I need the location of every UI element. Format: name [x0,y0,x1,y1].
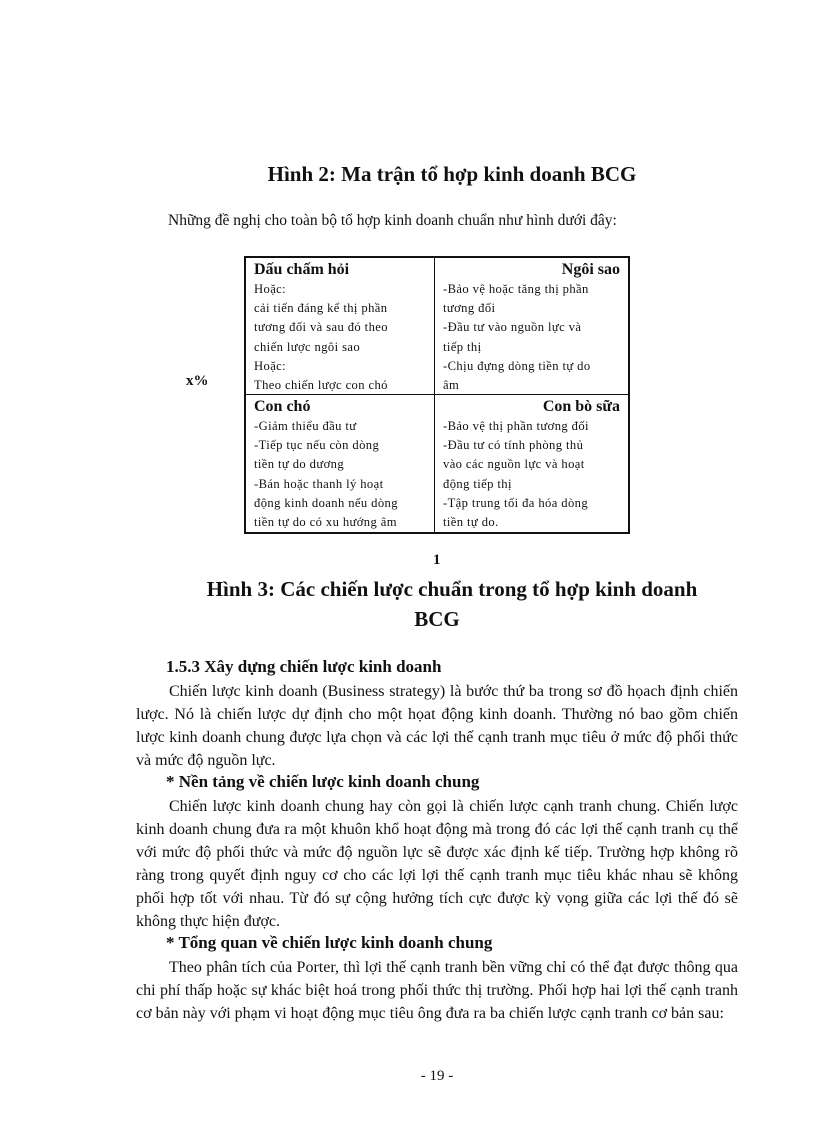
cell-line: tiếp thị [443,339,482,354]
cell-title-cash-cows: Con bò sữa [542,398,620,415]
cell-line: -Đầu tư vào nguồn lực và [443,320,582,335]
cell-line: động tiếp thị [443,476,512,491]
cell-title-dogs: Con chó [254,398,311,415]
page-number: - 19 - [420,1068,454,1084]
cell-line: -Bảo vệ hoặc tăng thị phần [443,282,589,296]
figure-3-title: Hình 3: Các chiến lược chuẩn trong tổ hợp kinh doanh [206,577,698,601]
matrix-cell-stars [435,258,628,395]
cell-line: tương đối [443,301,496,316]
matrix-axis-label: x% [186,373,209,389]
cell-line: -Tiếp tục nếu còn dòng [254,438,380,453]
matrix-cell-dogs [246,395,435,532]
cell-line: -Tập trung tối đa hóa dòng [443,495,589,510]
matrix-cell-cash-cows [435,395,628,532]
cell-line: -Đầu tư có tính phòng thủ [443,438,584,453]
figure-3-title-continued: BCG [414,607,460,631]
cell-title-question-marks: Dấu chấm hỏi [254,261,350,278]
bcg-matrix [244,256,630,534]
cell-line: -Bảo vệ thị phần tương đối [443,419,589,433]
cell-line: cải tiến đáng kể thị phần [254,301,388,316]
cell-line: động kinh doanh nếu dòng [254,495,398,510]
cell-line: vào các nguồn lực và hoạt [443,457,585,472]
intro-text: Những đề nghị cho toàn bộ tổ hợp kinh doanh chuẩn như hình dưới đây: [168,212,617,229]
cell-line: Hoặc: [254,358,287,373]
subheading-overview: * Tổng quan về chiến lược kinh doanh chung [166,933,493,952]
cell-line: -Chịu đựng dòng tiền tự do [443,358,591,373]
cell-line: tiền tự do. [443,515,499,530]
cell-line: Hoặc: [254,282,287,296]
cell-title-stars: Ngôi sao [561,261,620,278]
matrix-axis-bottom-label: 1 [433,552,441,568]
cell-line: tiền tự do có xu hướng âm [254,515,397,530]
cell-line: -Giảm thiểu đầu tư [254,419,357,433]
cell-line: chiến lược ngôi sao [254,339,361,354]
cell-line: tiền tự do dương [254,457,345,472]
figure-2-title: Hình 2: Ma trận tổ hợp kinh doanh BCG [267,162,637,186]
paragraph-2: Chiến lược kinh doanh chung hay còn gọi là chiến lược cạnh tranh chung. Chiến lược kinh doanh chung đưa ra một khuôn khổ hoạt động mà trong đó các lợi thế cạnh tranh cụ thể với mức độ phối thức và mức độ nguồn lực sẽ được xác định kế tiếp. Trường hợp không rõ ràng trong quyết định nguy cơ cho các lợi lợi thế cạnh tranh mục tiêu khác nhau sẽ không phối hợp tốt với nhau. Từ đó sự cộng hưởng tích cực được kỳ vọng giữa các lợi thế đó sẽ không thực hiện được. [136,798,738,930]
cell-line: -Bán hoặc thanh lý hoạt [254,476,384,491]
cell-line: Theo chiến lược con chó [254,378,388,393]
subheading-foundation: * Nền tảng về chiến lược kinh doanh chung [166,772,480,791]
cell-line: tương đối và sau đó theo [254,320,388,335]
paragraph-1: Chiến lược kinh doanh (Business strategy) là bước thứ ba trong sơ đồ họach định chiến lược. Nó là chiến lược dự định cho một họat động kinh doanh. Thường nó bao gồm chiến lược kinh doanh chung được lựa chọn và các lợi thế cạnh tranh mục tiêu ở mức độ phối thức và mức độ nguồn lực. [136,683,738,769]
paragraph-3: Theo phân tích của Porter, thì lợi thế cạnh tranh bền vững chỉ có thể đạt được thông qua chi phí thấp hoặc sự khác biệt hoá trong phối thức thị trường. Phối hợp hai lợi thế cạnh tranh cơ bản này với phạm vi hoạt động mục tiêu ông đưa ra ba chiến lược cạnh tranh cơ bản sau: [136,959,738,1022]
cell-line: âm [443,378,460,393]
matrix-cell-question-marks [246,258,435,395]
section-heading: 1.5.3 Xây dựng chiến lược kinh doanh [166,657,442,676]
